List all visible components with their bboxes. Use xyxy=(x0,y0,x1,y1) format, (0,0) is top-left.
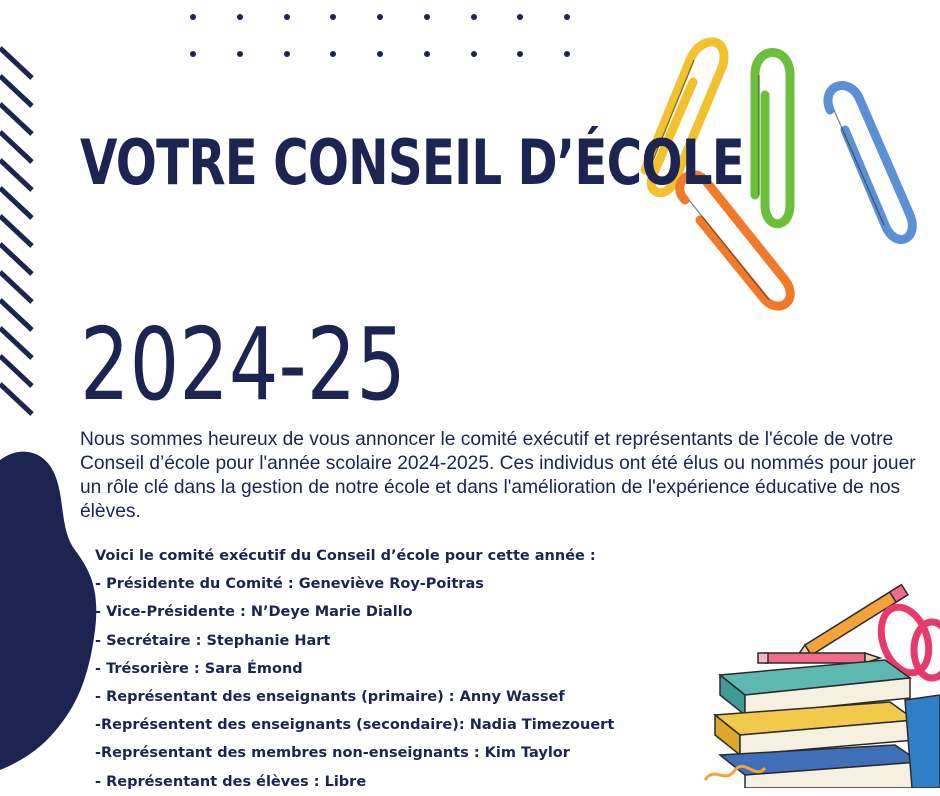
committee-member: - Présidente du Comité : Geneviève Roy-Poitras xyxy=(95,576,484,593)
committee-member: - Secrétaire : Stephanie Hart xyxy=(95,632,331,649)
school-year: 2024-25 xyxy=(80,306,406,423)
dot-grid xyxy=(190,14,570,88)
committee-member: -Représentent des enseignants (secondaire): Nadia Timezouert xyxy=(95,717,615,734)
committee-member: -Représentant des membres non-enseignants : Kim Taylor xyxy=(95,745,570,762)
committee-list xyxy=(95,542,735,796)
diagonal-stripes xyxy=(0,40,40,420)
page-title: VOTRE CONSEIL D’ÉCOLE xyxy=(80,126,744,199)
intro-paragraph: Nous sommes heureux de vous annoncer le comité exécutif et représentants de l'école de votre Conseil d’école pour l'année scolaire 2024-2025. Ces individus ont été élus ou nommés pour jouer un rôle clé dans la gestion de notre école et dans l'amélioration de l'expérience éducative de nos élèves. xyxy=(80,429,916,522)
committee-member: - Trésorière : Sara Émond xyxy=(95,660,303,677)
committee-member: - Vice-Présidente : N’Deye Marie Diallo xyxy=(95,604,413,621)
committee-heading: Voici le comité exécutif du Conseil d’école pour cette année : xyxy=(95,548,596,564)
books-pencils-illustration xyxy=(700,580,940,788)
committee-member: - Représentant des enseignants (primaire) : Anny Wassef xyxy=(95,689,565,706)
committee-member: - Représentant des élèves : Libre xyxy=(95,773,367,790)
